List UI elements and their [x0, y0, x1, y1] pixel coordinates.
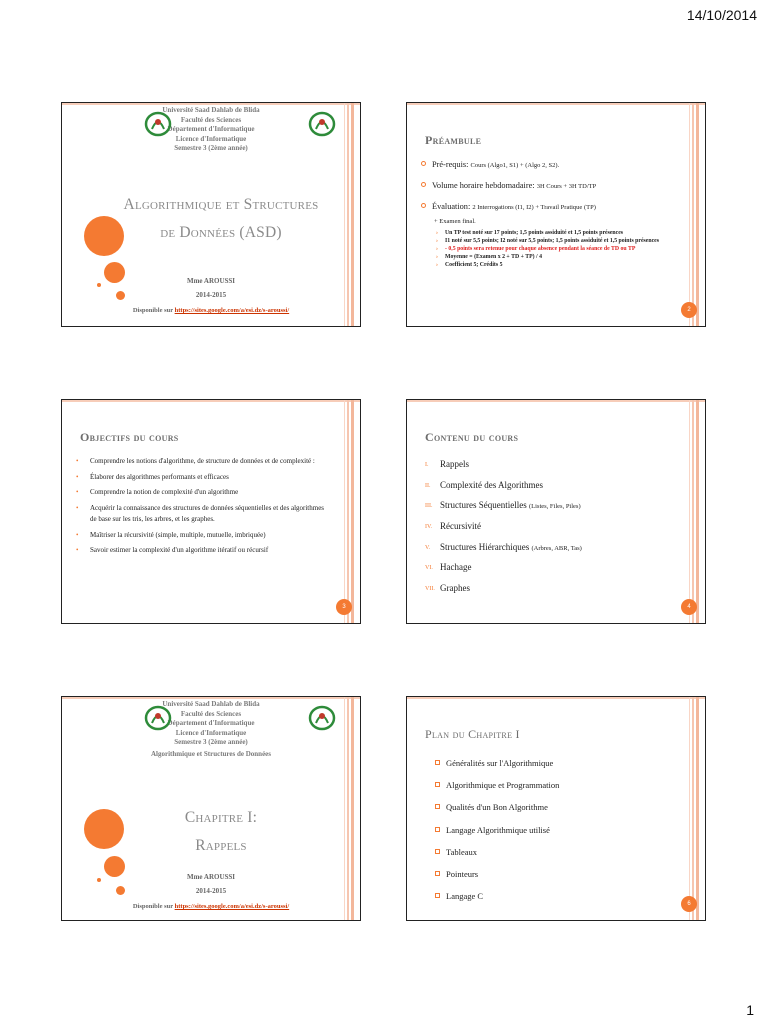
list-item: Pointeurs	[435, 868, 675, 890]
square-bullet-icon	[435, 804, 440, 809]
roman-numeral: IV.	[425, 524, 433, 531]
availability-label: Disponible sur	[132, 307, 173, 314]
sub-item: › Coefficient 5; Crédits 5	[436, 262, 503, 268]
course-title-line1: Algorithmique et Structures	[123, 196, 319, 213]
header-line: Faculté des Sciences	[180, 115, 242, 124]
header-line: Semestre 3 (2ème année)	[174, 738, 248, 746]
list-item: II. Complexité des Algorithmes	[425, 479, 543, 490]
chapter-title	[102, 804, 340, 860]
circle-bullet-icon	[421, 161, 426, 166]
availability-label: Disponible sur	[132, 903, 173, 910]
chapter-title-line2: Rappels	[195, 837, 247, 854]
list-item: VI. Hachage	[425, 562, 472, 573]
slide-top-line	[62, 400, 360, 402]
header-line: Licence d'Informatique	[175, 134, 247, 143]
list-item: I. Rappels	[425, 459, 469, 469]
objectives-list	[76, 456, 330, 561]
slide-stripes	[685, 697, 699, 920]
square-bullet-icon	[435, 827, 440, 832]
roman-numeral: VI.	[425, 565, 433, 572]
slide-number-badge: 3	[336, 599, 352, 615]
content-list	[425, 458, 675, 603]
page-date: 14/10/2014	[686, 7, 757, 23]
availability-line	[62, 307, 360, 314]
header-line: Semestre 3 (2ème année)	[174, 144, 248, 152]
slide-6[interactable]	[406, 696, 706, 921]
roman-numeral: VII.	[425, 586, 435, 593]
list-item: • Élaborer des algorithmes performants et efficaces	[76, 472, 330, 484]
square-bullet-icon	[435, 893, 440, 898]
item-label: Volume horaire hebdomadaire:	[432, 181, 535, 190]
slide-number-badge: 4	[681, 599, 697, 615]
page-number: 1	[746, 1002, 754, 1018]
slide-3[interactable]	[61, 399, 361, 624]
list-item	[421, 159, 675, 171]
course-title-line2: de Données (ASD)	[160, 224, 282, 241]
square-bullet-icon	[435, 871, 440, 876]
roman-numeral: I.	[425, 462, 429, 468]
academic-year: 2014-2015	[195, 291, 227, 299]
list-item: V. Structures Hiérarchiques (Arbres, ABR, Tas)	[425, 541, 582, 552]
list-item: Qualités d'un Bon Algorithme	[435, 801, 675, 823]
bullet-icon: •	[76, 457, 79, 465]
slide-1[interactable]	[61, 102, 361, 327]
square-bullet-icon	[435, 849, 440, 854]
header-line: Département d'Informatique	[167, 125, 255, 133]
list-item: • Acquérir la connaissance des structures de données séquentielles et des algorithmes de base sur les tris, les arbres, et les graphes.	[76, 503, 325, 523]
slide-title: Objectifs du cours	[80, 430, 179, 444]
slide-stripes	[685, 103, 699, 326]
availability-line	[62, 903, 360, 910]
slide-number-badge: 6	[681, 896, 697, 912]
arrow-bullet-icon: ›	[436, 230, 438, 236]
slide-top-line	[407, 103, 705, 105]
list-item	[421, 201, 675, 213]
chapter-title-line1: Chapitre I:	[184, 809, 258, 826]
slide-stripes	[685, 400, 699, 623]
course-site-link[interactable]: https://sites.google.com/a/esi.dz/s-aroussi/	[174, 903, 290, 910]
sub-item: › I1 noté sur 5,5 points; I2 noté sur 5,5 points; 1,5 points assiduité et 1,5 points présences	[436, 238, 659, 244]
list-item: • Savoir estimer la complexité d'un algorithme itératif ou récursif	[76, 545, 330, 557]
sub-item: › Moyenne = (Examen x 2 + TD + TP) / 4	[436, 254, 542, 260]
header-line: Université Saad Dahlab de Blida	[162, 106, 260, 114]
item-text: Cours (Algo1, S1) + (Algo 2, S2).	[470, 162, 560, 169]
list-item	[421, 180, 675, 192]
final-exam-note: + Examen final.	[434, 218, 476, 225]
preamble-list	[421, 159, 675, 269]
arrow-bullet-icon: ›	[436, 246, 438, 252]
bullet-icon: •	[76, 503, 79, 512]
course-title	[102, 191, 340, 247]
list-item: • Comprendre la notion de complexité d'un algorithme	[76, 487, 330, 499]
header-line: Algorithmique et Structures de Données	[150, 749, 272, 758]
sub-item: › Un TP test noté sur 17 points; 1,5 points assiduité et 1,5 points présences	[436, 230, 624, 236]
header-line: Université Saad Dahlab de Blida	[162, 700, 260, 708]
bullet-icon: •	[76, 530, 79, 539]
list-item: • Comprendre les notions d'algorithme, de structure de données et de complexité :	[76, 456, 330, 468]
slide-number-badge: 2	[681, 302, 697, 318]
sub-item: › - 0,5 points sera retenue pour chaque absence pendant la séance de TD ou TP	[436, 246, 636, 252]
item-text: 2 Interrogations (I1, I2) + Travail Pratique (TP)	[472, 204, 596, 211]
roman-numeral: II.	[425, 482, 431, 489]
list-item: Langage C	[435, 890, 675, 912]
slide-4[interactable]	[406, 399, 706, 624]
slide-top-line	[62, 697, 360, 699]
list-item: • Maîtriser la récursivité (simple, multiple, mutuelle, imbriquée)	[76, 530, 330, 542]
slide-top-line	[62, 103, 360, 105]
list-item: III. Structures Séquentielles (Listes, Files, Piles)	[425, 500, 581, 511]
slide-top-line	[407, 697, 705, 699]
list-item: VII. Graphes	[425, 583, 470, 594]
course-site-link[interactable]: https://sites.google.com/a/esi.dz/s-aroussi/	[174, 307, 290, 314]
decor-circle-large	[84, 809, 124, 849]
slide-5[interactable]	[61, 696, 361, 921]
header-line: Département d'Informatique	[167, 719, 255, 727]
list-item: Tableaux	[435, 846, 675, 868]
bullet-icon: •	[76, 472, 79, 481]
item-label: Évaluation:	[432, 202, 471, 211]
square-bullet-icon	[435, 760, 440, 765]
arrow-bullet-icon: ›	[436, 254, 438, 260]
item-label: Pré-requis:	[432, 160, 469, 169]
roman-numeral: V.	[425, 544, 431, 551]
header-line: Faculté des Sciences	[180, 709, 242, 718]
list-item: Généralités sur l'Algorithmique	[435, 757, 675, 779]
circle-bullet-icon	[421, 182, 426, 187]
slide-title: Plan du Chapitre I	[425, 727, 520, 741]
arrow-bullet-icon: ›	[436, 262, 438, 268]
slide-title: Contenu du cours	[425, 430, 519, 444]
academic-year: 2014-2015	[195, 887, 227, 895]
item-text: 3H Cours + 3H TD/TP	[536, 183, 597, 190]
university-logo-right	[308, 705, 336, 731]
slide-top-line	[407, 400, 705, 402]
slide-2[interactable]	[406, 102, 706, 327]
decor-circle-large	[84, 216, 124, 256]
arrow-bullet-icon: ›	[436, 238, 438, 244]
circle-bullet-icon	[421, 203, 426, 208]
header-line: Licence d'Informatique	[175, 728, 247, 737]
slide-title: Préambule	[425, 133, 482, 147]
author-name: Mme AROUSSI	[186, 277, 236, 285]
university-logo-left	[144, 111, 172, 137]
list-item: Algorithmique et Programmation	[435, 779, 675, 801]
university-logo-left	[144, 705, 172, 731]
bullet-icon: •	[76, 546, 79, 554]
chapter-plan-list	[435, 757, 675, 912]
slide-stripes	[340, 400, 354, 623]
university-logo-right	[308, 111, 336, 137]
square-bullet-icon	[435, 782, 440, 787]
bullet-icon: •	[76, 488, 79, 496]
author-name: Mme AROUSSI	[186, 873, 236, 881]
list-item: IV. Récursivité	[425, 521, 481, 532]
list-item: Langage Algorithmique utilisé	[435, 824, 675, 846]
roman-numeral: III.	[425, 503, 433, 510]
